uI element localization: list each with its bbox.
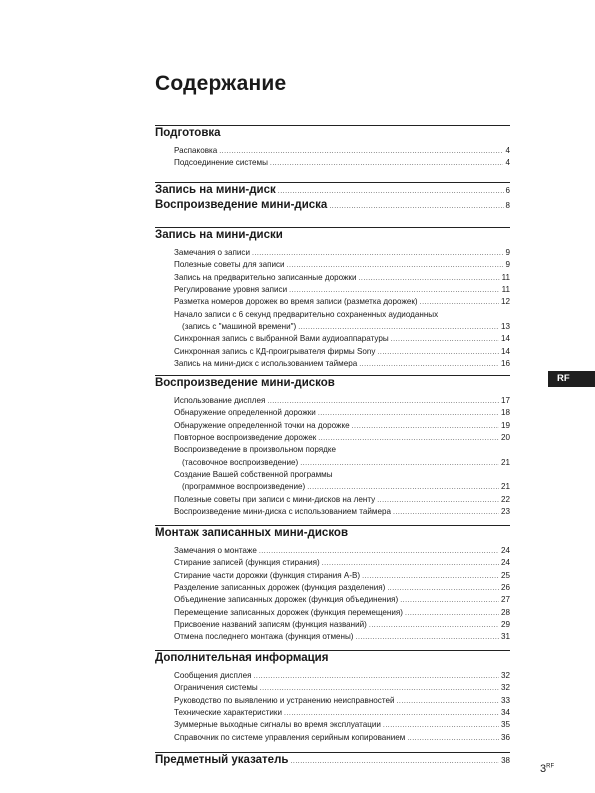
entry-page-number: 28 xyxy=(500,607,510,617)
toc-entry xyxy=(174,719,510,731)
entry-title: Ограничения системы xyxy=(174,683,258,693)
entry-page-number: 33 xyxy=(500,695,510,705)
section-heading xyxy=(155,183,510,198)
entry-page-number: 9 xyxy=(505,248,510,257)
entry-title: Распаковка xyxy=(174,146,218,155)
toc-section xyxy=(155,650,510,744)
toc-entry xyxy=(174,333,510,345)
section-heading xyxy=(155,198,510,213)
entry-title: (тасовочное воспроизведение) xyxy=(182,457,299,467)
toc-entry xyxy=(174,444,510,456)
entry-title: Стирание части дорожки (функция стирания A-B) xyxy=(174,570,361,580)
leader-dots xyxy=(270,158,504,170)
toc-section xyxy=(155,198,510,213)
entry-title: Сообщения дисплея xyxy=(174,671,252,680)
toc-entry xyxy=(174,457,510,469)
toc-section xyxy=(155,525,510,644)
entry-title: Замечания о монтаже xyxy=(174,546,257,555)
entry-page-number: 21 xyxy=(500,482,510,492)
entry-page-number: 29 xyxy=(500,620,510,630)
section-title: Предметный указатель xyxy=(155,754,289,766)
toc-entry xyxy=(174,506,510,518)
leader-dots xyxy=(318,433,499,445)
section-heading xyxy=(155,526,510,541)
leader-dots xyxy=(396,696,499,708)
section-heading xyxy=(155,753,510,768)
toc-entry xyxy=(174,358,510,370)
entry-page-number: 4 xyxy=(505,146,510,155)
page-number: $3^{RF}$ xyxy=(540,763,555,775)
entry-page-number: 31 xyxy=(500,632,510,642)
entry-title: Синхронная запись с выбранной Вами аудиоаппаратуры xyxy=(174,334,389,344)
leader-dots xyxy=(290,754,499,769)
section-heading xyxy=(155,126,510,141)
entry-title: (программное воспроизведение) xyxy=(182,482,306,492)
toc-entry xyxy=(174,631,510,643)
toc-entry xyxy=(174,395,510,407)
toc-entry xyxy=(174,247,510,259)
entry-title: Стирание записей (функция стирания) xyxy=(174,558,320,568)
toc-entry xyxy=(174,346,510,358)
entry-title: Использование дисплея xyxy=(174,396,266,405)
leader-dots xyxy=(359,359,499,371)
section-page-number: 6 xyxy=(505,186,510,195)
entry-title: Создание Вашей собственной программы xyxy=(174,470,333,480)
toc-entry xyxy=(174,407,510,419)
page-title: Содержание xyxy=(155,72,287,95)
leader-dots xyxy=(369,620,499,632)
toc-section xyxy=(155,182,510,198)
toc-entry xyxy=(174,494,510,506)
toc-section xyxy=(155,227,510,370)
entry-page-number: 32 xyxy=(500,683,510,693)
entry-title: Зуммерные выходные сигналы во время эксплуатации xyxy=(174,720,381,730)
entry-title: Запись на мини-диск с использованием таймера xyxy=(174,359,358,369)
entry-title: Разметка номеров дорожек во время записи (разметка дорожек) xyxy=(174,297,418,307)
entry-page-number: 26 xyxy=(500,583,510,593)
toc-entry xyxy=(174,594,510,606)
entry-list xyxy=(174,670,510,744)
entry-title: Перемещение записанных дорожек (функция перемещения) xyxy=(174,607,403,617)
entry-title: Технические характеристики xyxy=(174,708,282,718)
entry-title: Полезные советы при записи с мини-дисков на ленту xyxy=(174,494,376,504)
leader-dots xyxy=(387,583,499,595)
entry-page-number: 11 xyxy=(501,285,510,295)
entry-page-number: 34 xyxy=(500,708,510,718)
toc-entry xyxy=(174,545,510,557)
leader-dots xyxy=(356,632,499,644)
leader-dots xyxy=(352,421,499,433)
entry-title: Присвоение названий записям (функция названий) xyxy=(174,620,367,630)
entry-page-number: 9 xyxy=(505,260,510,270)
toc-entry xyxy=(174,607,510,619)
section-title: Монтаж записанных мини-дисков xyxy=(155,527,349,539)
section-title: Воспроизведение мини-дисков xyxy=(155,377,335,389)
toc-entry xyxy=(174,481,510,493)
entry-page-number: 16 xyxy=(500,359,510,369)
section-heading xyxy=(155,651,510,666)
section-title: Дополнительная информация xyxy=(155,652,329,664)
entry-page-number: 22 xyxy=(500,494,510,504)
entry-page-number: 11 xyxy=(501,272,510,282)
entry-title: Разделение записанных дорожек (функция разделения) xyxy=(174,583,386,593)
entry-page-number: 4 xyxy=(505,158,510,168)
leader-dots xyxy=(393,507,499,519)
entry-title: (запись с "машиной времени") xyxy=(182,322,297,332)
toc-section xyxy=(155,125,510,170)
entry-page-number: 14 xyxy=(500,334,510,344)
entry-page-number: 24 xyxy=(500,558,510,568)
entry-title: Запись на предварительно записанные дорожки xyxy=(174,272,357,282)
toc-entry xyxy=(174,284,510,296)
entry-page-number: 35 xyxy=(500,720,510,730)
entry-title: Отмена последнего монтажа (функция отмены) xyxy=(174,632,354,642)
entry-page-number: 14 xyxy=(500,346,510,356)
entry-title: Подсоединение системы xyxy=(174,158,268,168)
language-badge: RF xyxy=(548,371,595,387)
section-heading xyxy=(155,228,510,243)
leader-dots xyxy=(252,248,504,260)
leader-dots xyxy=(407,733,499,745)
entry-title: Повторное воспроизведение дорожек xyxy=(174,433,317,443)
entry-page-number: 25 xyxy=(500,570,510,580)
entry-page-number: 21 xyxy=(500,457,510,467)
entry-title: Начало записи с 6 секунд предварительно сохраненных аудиоданных xyxy=(174,309,439,319)
entry-page-number: 20 xyxy=(500,433,510,443)
entry-title: Воспроизведение в произвольном порядке xyxy=(174,445,337,455)
entry-title: Руководство по выявлению и устранению неисправностей xyxy=(174,695,395,705)
entry-list xyxy=(174,145,510,170)
toc-entry xyxy=(174,309,510,321)
toc-entry xyxy=(174,707,510,719)
section-title: Запись на мини-диск xyxy=(155,184,276,196)
entry-page-number: 36 xyxy=(500,732,510,742)
toc-entry xyxy=(174,732,510,744)
entry-page-number: 23 xyxy=(500,507,510,517)
section-page-number: 38 xyxy=(501,756,510,765)
entry-title: Полезные советы для записи xyxy=(174,260,285,270)
entry-page-number: 12 xyxy=(500,297,510,307)
entry-list xyxy=(174,545,510,644)
toc-section xyxy=(155,375,510,518)
entry-page-number: 24 xyxy=(500,546,510,555)
toc-entry xyxy=(174,695,510,707)
toc-entry xyxy=(174,557,510,569)
leader-dots xyxy=(400,595,499,607)
entry-list xyxy=(174,247,510,370)
toc-section xyxy=(155,752,510,768)
leader-dots xyxy=(391,334,499,346)
entry-title: Регулирование уровня записи xyxy=(174,285,288,295)
leader-dots xyxy=(329,199,503,214)
entry-title: Справочник по системе управления серийным копированием xyxy=(174,732,406,742)
toc-entry xyxy=(174,157,510,169)
leader-dots xyxy=(377,347,499,359)
leader-dots xyxy=(253,671,499,683)
entry-title: Обнаружение определенной дорожки xyxy=(174,408,316,418)
section-title: Подготовка xyxy=(155,127,221,139)
section-title: Воспроизведение мини-диска xyxy=(155,199,328,211)
toc-entry xyxy=(174,296,510,308)
entry-page-number: 13 xyxy=(500,322,510,332)
entry-title: Воспроизведение мини-диска с использованием таймера xyxy=(174,507,391,517)
toc-entry xyxy=(174,145,510,157)
toc-entry xyxy=(174,469,510,481)
entry-page-number: 18 xyxy=(500,408,510,418)
entry-list xyxy=(174,395,510,518)
leader-dots xyxy=(405,608,499,620)
leader-dots xyxy=(358,273,499,285)
toc-entry xyxy=(174,420,510,432)
entry-title: Синхронная запись с КД-проигрывателя фирмы Sony xyxy=(174,346,376,356)
toc-entry xyxy=(174,582,510,594)
toc-entry xyxy=(174,670,510,682)
section-title: Запись на мини-диски xyxy=(155,229,283,241)
entry-title: Замечания о записи xyxy=(174,248,250,257)
section-heading xyxy=(155,376,510,391)
toc-entry xyxy=(174,570,510,582)
leader-dots xyxy=(278,184,504,199)
toc-entry xyxy=(174,619,510,631)
section-page-number: 8 xyxy=(505,201,510,210)
toc-entry xyxy=(174,259,510,271)
entry-title: Объединение записанных дорожек (функция объединения) xyxy=(174,595,399,605)
toc-entry xyxy=(174,682,510,694)
toc-entry xyxy=(174,272,510,284)
toc-entry xyxy=(174,432,510,444)
entry-page-number: 17 xyxy=(500,396,510,405)
entry-page-number: 27 xyxy=(500,595,510,605)
leader-dots xyxy=(377,495,499,507)
entry-page-number: 19 xyxy=(500,420,510,430)
entry-title: Обнаружение определенной точки на дорожке xyxy=(174,420,350,430)
toc-entry xyxy=(174,321,510,333)
entry-page-number: 32 xyxy=(500,671,510,680)
